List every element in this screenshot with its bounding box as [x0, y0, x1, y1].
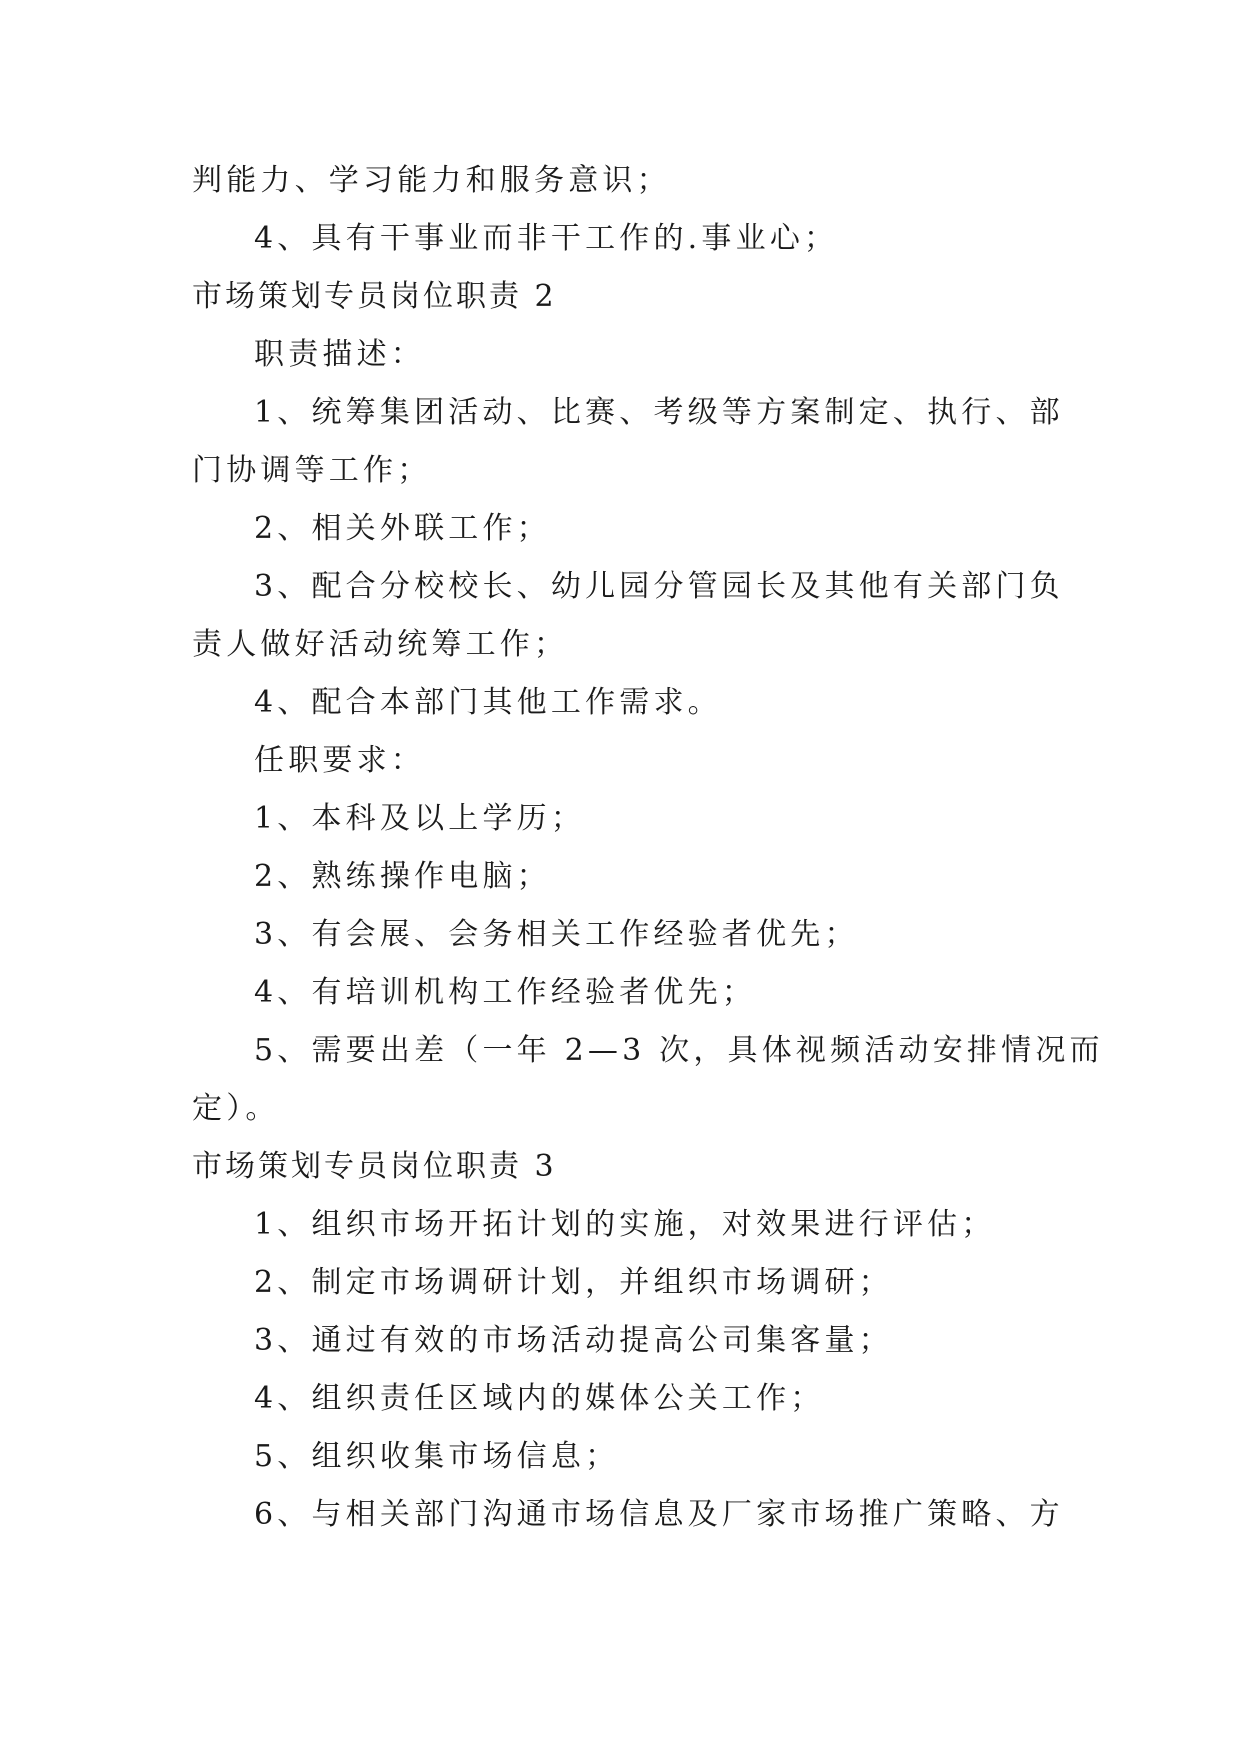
list-item: 2、熟练操作电脑； [254, 859, 551, 894]
list-item: 4、组织责任区域内的媒体公关工作； [254, 1381, 825, 1416]
list-item: 5、需要出差（一年 2—3 次，具体视频活动安排情况而 [254, 1033, 1104, 1068]
text-line: 定）。 [192, 1091, 280, 1126]
section-heading: 市场策划专员岗位职责 3 [192, 1149, 557, 1184]
list-item: 3、通过有效的市场活动提高公司集客量； [254, 1323, 893, 1358]
text-line: 判能力、学习能力和服务意识； [192, 163, 671, 198]
list-item: 4、配合本部门其他工作需求。 [254, 685, 722, 720]
list-item: 1、统筹集团活动、比赛、考级等方案制定、执行、部 [254, 395, 1064, 430]
list-item: 5、组织收集市场信息； [254, 1439, 620, 1474]
text-line: 4、具有干事业而非干工作的.事业心； [254, 221, 839, 256]
section-heading: 市场策划专员岗位职责 2 [192, 279, 557, 314]
list-item: 1、组织市场开拓计划的实施，对效果进行评估； [254, 1207, 996, 1242]
text-line: 责人做好活动统筹工作； [192, 627, 569, 662]
list-item: 3、有会展、会务相关工作经验者优先； [254, 917, 859, 952]
list-item: 2、相关外联工作； [254, 511, 551, 546]
document-page [192, 152, 1104, 1544]
text-line: 门协调等工作； [192, 453, 432, 488]
list-item: 3、配合分校校长、幼儿园分管园长及其他有关部门负 [254, 569, 1064, 604]
list-item: 6、与相关部门沟通市场信息及厂家市场推广策略、方 [254, 1497, 1064, 1532]
subheading: 任职要求： [254, 743, 425, 778]
list-item: 1、本科及以上学历； [254, 801, 586, 836]
list-item: 2、制定市场调研计划，并组织市场调研； [254, 1265, 893, 1300]
list-item: 4、有培训机构工作经验者优先； [254, 975, 757, 1010]
subheading: 职责描述： [254, 337, 425, 372]
